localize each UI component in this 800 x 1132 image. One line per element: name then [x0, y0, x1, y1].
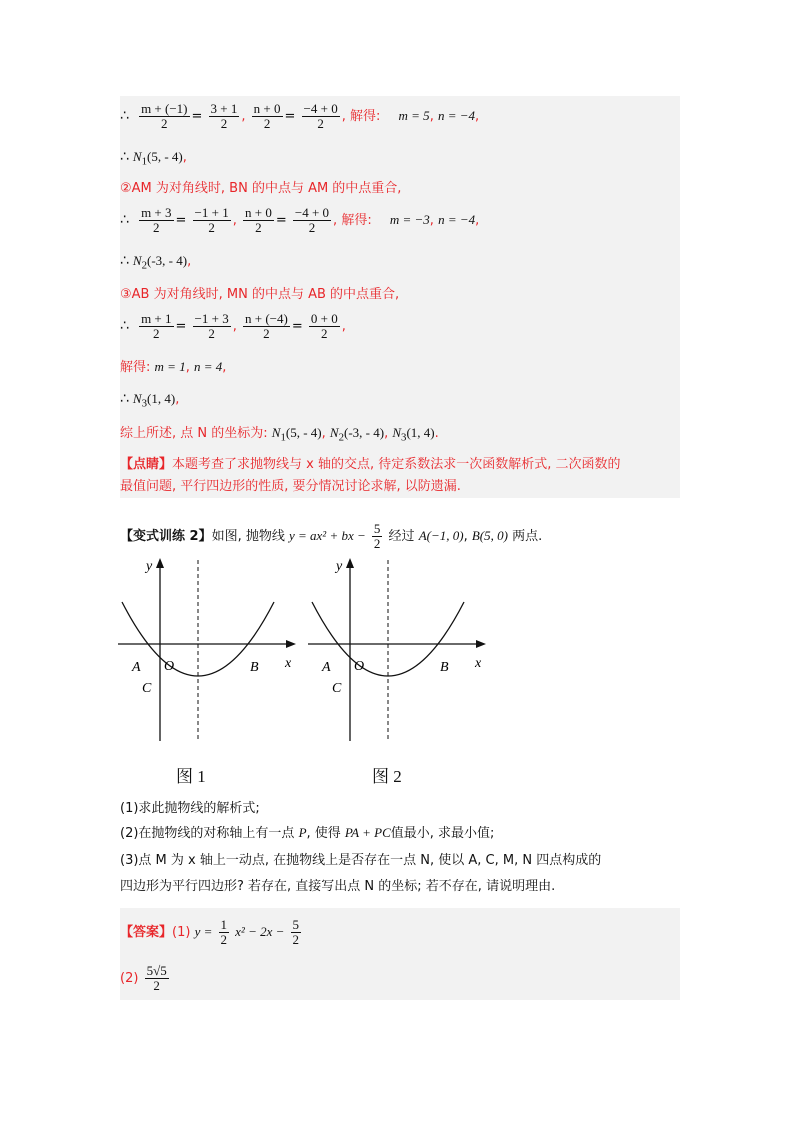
parabola-graph-2: [308, 556, 498, 746]
figure-2: [308, 556, 498, 796]
question-3-line-1: (3)点 M 为 x 轴上一动点, 在抛物线上是否存在一点 N, 使以 A, C, M, N 四点构成的: [120, 853, 602, 868]
solution-line-7: ∴ $\frac{m + 1}{2}$ = $\frac{-1 + 3}{2}$ , $\frac{n + (-4)}{2}$ = $\frac{0 + 0}{2}$ ,: [120, 311, 346, 341]
svg-text:y: y: [146, 559, 153, 574]
fraction: $\frac{5√5}{2}$: [146, 963, 167, 993]
svg-text:x: x: [285, 656, 292, 671]
comment-label: 【点睛】: [120, 457, 173, 472]
svg-text:C: C: [142, 681, 152, 696]
solution-line-2: ∴ $N_1(5$, - 4),: [120, 149, 187, 168]
fraction: $\frac{1}{2}$: [220, 917, 228, 947]
figure-1-caption: 图 1: [176, 767, 206, 786]
fraction: $\frac{-1 + 1}{2}$: [194, 205, 229, 235]
svg-text:y: y: [336, 559, 343, 574]
svg-text:A: A: [132, 660, 141, 675]
svg-text:B: B: [440, 660, 449, 675]
solution-line-9: ∴ $N_3(1$, 4),: [120, 391, 180, 410]
n-value: n = −4: [437, 108, 476, 123]
answer-2: (2) $\frac{5√5}{2}$: [120, 963, 167, 993]
solution-line-5: ∴ $N_2(-3$, - 4),: [120, 253, 192, 272]
comment-line-1: 【点睛】本题考查了求抛物线与 x 轴的交点, 待定系数法求一次函数解析式, 二次函数的: [120, 457, 621, 472]
fraction: $\frac{n + 0}{2}$: [245, 205, 272, 235]
svg-text:O: O: [354, 659, 365, 674]
fraction: $\frac{3 + 1}{2}$: [210, 101, 238, 131]
answer-label: 【答案】: [120, 925, 173, 940]
figure-1: [118, 556, 308, 796]
svg-text:C: C: [332, 681, 342, 696]
svg-text:B: B: [250, 660, 259, 675]
parabola-graph-1: [118, 556, 308, 746]
fraction: $\frac{m + (-1)}{2}$: [141, 101, 188, 131]
solution-line-4: ∴ $\frac{m + 3}{2}$ = $\frac{-1 + 1}{2}$ , $\frac{n + 0}{2}$ = $\frac{-4 + 0}{2}$ , 解得: m = −3, n = −4,: [120, 205, 480, 235]
exercise-label: 【变式训练 2】: [120, 529, 212, 544]
solve-label: 解得:: [349, 109, 381, 124]
fraction: $\frac{-4 + 0}{2}$: [294, 205, 330, 235]
question-2: (2)在抛物线的对称轴上有一点 P, 使得 PA + PC值最小, 求最小值;: [120, 825, 495, 841]
therefore-symbol: ∴: [120, 108, 129, 124]
solution-block: [120, 96, 680, 498]
comment-line-2: 最值问题, 平行四边形的性质, 要分情况讨论求解, 以防遗漏.: [120, 479, 461, 494]
fraction: $\frac{0 + 0}{2}$: [310, 311, 338, 341]
fraction: $\frac{m + 1}{2}$: [141, 311, 172, 341]
svg-text:x: x: [475, 656, 482, 671]
figure-2-caption: 图 2: [372, 767, 402, 786]
fraction: $\frac{5}{2}$: [373, 521, 381, 551]
m-value: m = 5: [398, 108, 430, 123]
solution-line-3: ②AM 为对角线时, BN 的中点与 AM 的中点重合,: [120, 181, 402, 196]
answer-1: 【答案】(1) y = $\frac{1}{2}$ x² − 2x − $\frac{5}{2}$: [120, 917, 300, 947]
solution-line-8: 解得: m = 1, n = 4,: [120, 359, 227, 375]
solution-line-6: ③AB 为对角线时, MN 的中点与 AB 的中点重合,: [120, 287, 400, 302]
exercise-statement: 【变式训练 2】如图, 抛物线 y = ax² + bx − $\frac{5}{2}$ 经过 A(−1, 0), B(5, 0) 两点.: [120, 521, 543, 551]
fraction: $\frac{n + (-4)}{2}$: [245, 311, 288, 341]
svg-text:O: O: [164, 659, 175, 674]
fraction: $\frac{-4 + 0}{2}$: [303, 101, 338, 131]
answer-block: [120, 908, 680, 1000]
solution-line-10: 综上所述, 点 N 的坐标为: $N_1(5$, - 4), $N_2(-3$, - 4), $N_3(1$, 4).: [120, 425, 439, 444]
svg-text:A: A: [322, 660, 331, 675]
question-3-line-2: 四边形为平行四边形? 若存在, 直接写出点 N 的坐标; 若不存在, 请说明理由.: [120, 879, 556, 894]
solution-line-1: ∴ $\frac{m + (-1)}{2}$ = $\frac{3 + 1}{2}$ , $\frac{n + 0}{2}$ = $\frac{-4 + 0}{2}$ , 解得: m = 5, n = −4,: [120, 101, 480, 131]
fraction: $\frac{n + 0}{2}$: [253, 101, 281, 131]
question-1: (1)求此抛物线的解析式;: [120, 801, 260, 816]
fraction: $\frac{m + 3}{2}$: [141, 205, 172, 235]
fraction: $\frac{5}{2}$: [292, 917, 300, 947]
fraction: $\frac{-1 + 3}{2}$: [194, 311, 229, 341]
questions-block: [120, 796, 680, 906]
